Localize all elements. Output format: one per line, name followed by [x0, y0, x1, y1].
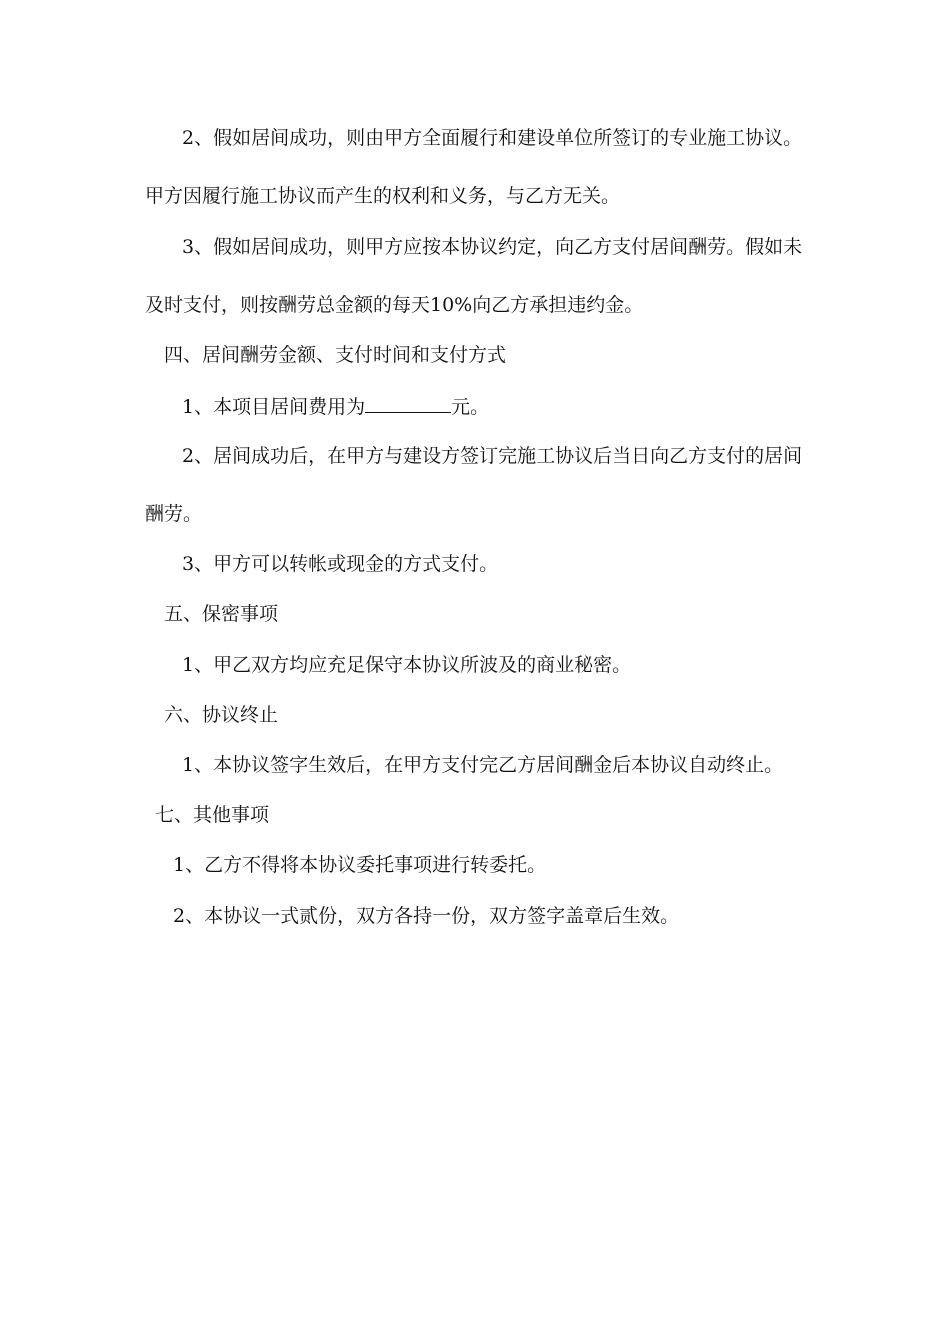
- fee-amount-blank: [365, 394, 451, 413]
- clause-5-1: 1、甲乙双方均应充足保守本协议所波及的商业秘密。: [182, 654, 632, 676]
- clause-4-3: 3、甲方可以转帐或现金的方式支付。: [182, 553, 499, 575]
- clause-6-1: 1、本协议签字生效后，在甲方支付完乙方居间酬金后本协议自动终止。: [182, 754, 784, 776]
- clause-3-2-line-1: 2、假如居间成功，则由甲方全面履行和建设单位所签订的专业施工协议。: [182, 127, 803, 149]
- clause-4-1-suffix: 元。: [451, 396, 490, 418]
- clause-7-1: 1、乙方不得将本协议委托事项进行转委托。: [173, 854, 547, 876]
- clause-3-2-line-2: 甲方因履行施工协议而产生的权利和义务，与乙方无关。: [145, 185, 621, 207]
- clause-4-1-prefix: 1、本项目居间费用为: [182, 396, 366, 418]
- clause-3-3-line-2: 及时支付，则按酬劳总金额的每天10%向乙方承担违约金。: [145, 294, 644, 316]
- section-7-heading: 七、其他事项: [155, 804, 270, 826]
- section-6-heading: 六、协议终止: [164, 704, 279, 726]
- section-5-heading: 五、保密事项: [164, 603, 279, 625]
- clause-7-2: 2、本协议一式贰份，双方各持一份，双方签字盖章后生效。: [173, 905, 680, 927]
- clause-4-2-line-2: 酬劳。: [145, 503, 203, 525]
- clause-4-1: [182, 394, 489, 419]
- section-4-heading: 四、居间酬劳金额、支付时间和支付方式: [164, 344, 507, 366]
- clause-3-3-line-1: 3、假如居间成功，则甲方应按本协议约定，向乙方支付居间酬劳。假如未: [182, 236, 803, 258]
- clause-4-2-line-1: 2、居间成功后，在甲方与建设方签订完施工协议后当日向乙方支付的居间: [182, 445, 803, 467]
